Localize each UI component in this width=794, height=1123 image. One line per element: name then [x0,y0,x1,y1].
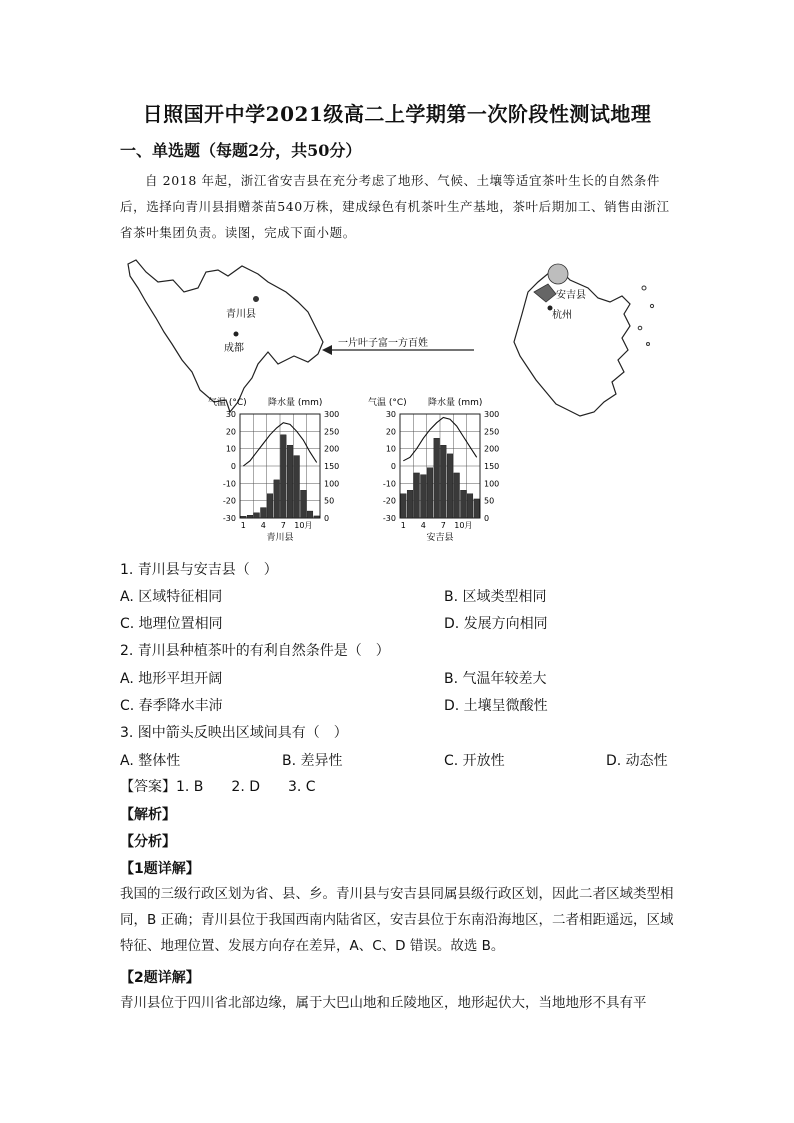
precip-bar [474,499,480,518]
question-2-option-a[interactable]: A. 地形平坦开阔 [120,671,223,687]
question-2-option-c[interactable]: C. 春季降水丰沛 [120,698,223,714]
map-label-anji: 安吉县 [556,290,586,301]
x-tick-label: 7 [440,521,446,530]
precip-bar [254,513,260,518]
tick-label-precip: 300 [324,410,340,419]
tick-label-precip: 150 [484,462,500,471]
figure [118,252,678,552]
question-3-option-d[interactable]: D. 动态性 [606,753,668,769]
tick-label-temp: 30 [225,410,236,419]
arrow-head-icon [322,345,332,355]
precip-bar [407,490,413,518]
tick-label-precip: 0 [324,514,330,523]
question-1-option-c[interactable]: C. 地理位置相同 [120,616,223,632]
precip-bar [314,516,320,518]
tick-label-temp: -30 [382,514,396,523]
precip-bar [247,515,253,518]
answer-line: 【答案】1. B 2. D 3. C [120,779,316,795]
tick-label-temp: 0 [390,462,396,471]
precip-bar [401,494,407,518]
chart-header-precip: 降水量 (mm) [268,398,323,408]
question-3-option-c[interactable]: C. 开放性 [444,753,505,769]
question-1-option-b[interactable]: B. 区域类型相同 [444,589,547,605]
precip-bar [267,494,273,518]
tick-label-precip: 100 [324,479,340,489]
chart-header-temp: 气温 (°C) [368,398,407,408]
precip-bar [274,480,280,518]
question-1-option-a[interactable]: A. 区域特征相同 [120,589,223,605]
analysis-heading: 【解析】 [120,807,176,823]
precip-bar [447,454,453,518]
arrow-label: 一片叶子富一方百姓 [338,338,428,349]
tick-label-precip: 200 [324,444,340,454]
question-2-option-d[interactable]: D. 土壤呈微酸性 [444,698,548,714]
fenxi-heading: 【分析】 [120,834,176,850]
tick-label-precip: 0 [484,514,490,523]
detail-1-text: 我国的三级行政区划为省、县、乡。青川县与安吉县同属县级行政区划，因此二者区域类型相同，B 正确；青川县位于我国西南内陆省区，安吉县位于东南沿海地区，二者相距遥远，区域特征、地理位置、发展方向存在差异，A、C、D 错误。故选 B。 [120,886,674,954]
page-title: 日照国开中学2021级高二上学期第一次阶段性测试地理 [142,102,652,126]
tick-label-precip: 100 [484,479,500,489]
tick-label-temp: -10 [222,479,236,489]
detail-1-heading: 【1题详解】 [120,861,200,877]
tick-label-precip: 200 [484,444,500,454]
question-3-option-b[interactable]: B. 差异性 [282,753,343,769]
precip-bar [434,438,440,518]
precip-bar [241,516,247,518]
x-tick-label: 10月 [294,521,313,530]
question-3-option-a[interactable]: A. 整体性 [120,753,181,769]
tick-label-temp: 10 [385,444,396,454]
question-1-option-d[interactable]: D. 发展方向相同 [444,616,548,632]
tick-label-temp: 10 [225,444,236,454]
question-2-stem: 2. 青川县种植茶叶的有利自然条件是（ ） [120,643,390,659]
tick-label-precip: 50 [484,496,495,506]
tick-label-precip: 250 [324,427,340,437]
x-tick-label: 7 [280,521,286,530]
tick-label-precip: 250 [484,427,500,437]
precip-bar [421,475,427,518]
climate-chart-anji [368,396,499,543]
precip-bar [281,435,287,518]
climate-chart-qingchuan [208,396,339,543]
tick-label-temp: 20 [385,427,396,437]
detail-2-heading: 【2题详解】 [120,970,200,986]
precip-bar [301,490,307,518]
section-title: 一、单选题（每题2分，共50分） [120,141,362,160]
x-tick-label: 4 [420,521,426,530]
map-label-qingchuan: 青川县 [226,309,256,320]
tick-label-temp: -20 [222,496,236,506]
sichuan-map [128,260,323,412]
precip-bar [461,490,467,518]
tick-label-temp: 30 [385,410,396,419]
map-label-chengdu: 成都 [224,343,244,354]
detail-2-text: 青川县位于四川省北部边缘，属于大巴山地和丘陵地区，地形起伏大，当地地形不具有平 [120,995,647,1011]
precip-bar [294,456,300,518]
chart-header-precip: 降水量 (mm) [428,398,483,408]
precip-bar [307,511,313,518]
question-3-stem: 3. 图中箭头反映出区域间具有（ ） [120,725,348,741]
tick-label-temp: 0 [230,462,236,471]
tick-label-temp: -20 [382,496,396,506]
chart-header-temp: 气温 (°C) [208,398,247,408]
precip-bar [414,473,420,518]
tick-label-precip: 150 [324,462,340,471]
question-2-option-b[interactable]: B. 气温年较差大 [444,671,547,687]
precip-bar [261,508,267,518]
x-tick-label: 4 [260,521,266,530]
question-1-stem: 1. 青川县与安吉县（ ） [120,562,278,578]
tick-label-precip: 300 [484,410,500,419]
x-tick-label: 1 [400,521,406,530]
precip-bar [441,445,447,518]
chart-title: 安吉县 [426,533,454,543]
precip-bar [454,473,460,518]
x-tick-label: 10月 [454,521,473,530]
chart-title: 青川县 [266,533,294,543]
x-tick-label: 1 [240,521,246,530]
precip-bar [467,494,473,518]
tick-label-temp: 20 [225,427,236,437]
tick-label-temp: -10 [382,479,396,489]
tick-label-temp: -30 [222,514,236,523]
map-label-hangzhou: 杭州 [552,310,572,321]
intro-paragraph: 自 2018 年起，浙江省安吉县在充分考虑了地形、气候、土壤等适宜茶叶生长的自然条件后，选择向青川县捐赠茶苗540万株，建成绿色有机茶叶生产基地，茶叶后期加工、销售由浙江省茶叶集团负责。读图，完成下面小题。 [120,173,670,240]
precip-bar [287,445,293,518]
tick-label-precip: 50 [324,496,335,506]
precip-bar [427,468,433,518]
